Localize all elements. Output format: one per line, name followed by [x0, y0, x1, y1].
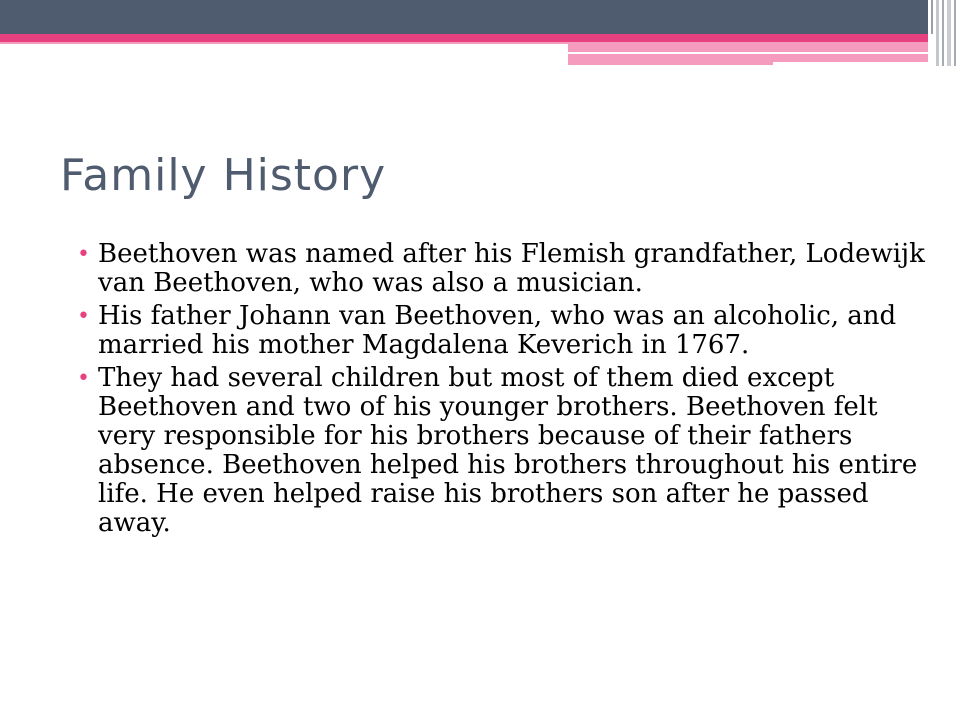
bullet-item: • They had several children but most of them died except Beethoven and two of his younger brothers. Beethoven felt very responsible for his brothers because of their fathers absence. Beethoven helped his brothers throughout his entire life. He even helped raise his brothers son after he passed away. [77, 364, 927, 538]
bullet-item: • His father Johann van Beethoven, who was an alcoholic, and married his mother Magdalena Keverich in 1767. [77, 302, 927, 360]
cap-stripe [947, 0, 951, 66]
slide-title: Family History [60, 150, 387, 201]
cap-stripe [936, 0, 939, 66]
cap-stripe [954, 0, 956, 66]
accent-stripe [0, 34, 930, 42]
accent-step [568, 44, 930, 52]
accent-step [568, 62, 773, 65]
header-bar [0, 0, 960, 34]
accent-step [568, 54, 930, 62]
bullet-list [77, 240, 927, 542]
cap-stripe [931, 0, 933, 34]
cap-stripe [942, 0, 944, 66]
bullet-item: • Beethoven was named after his Flemish grandfather, Lodewijk van Beethoven, who was also a musician. [77, 240, 927, 298]
